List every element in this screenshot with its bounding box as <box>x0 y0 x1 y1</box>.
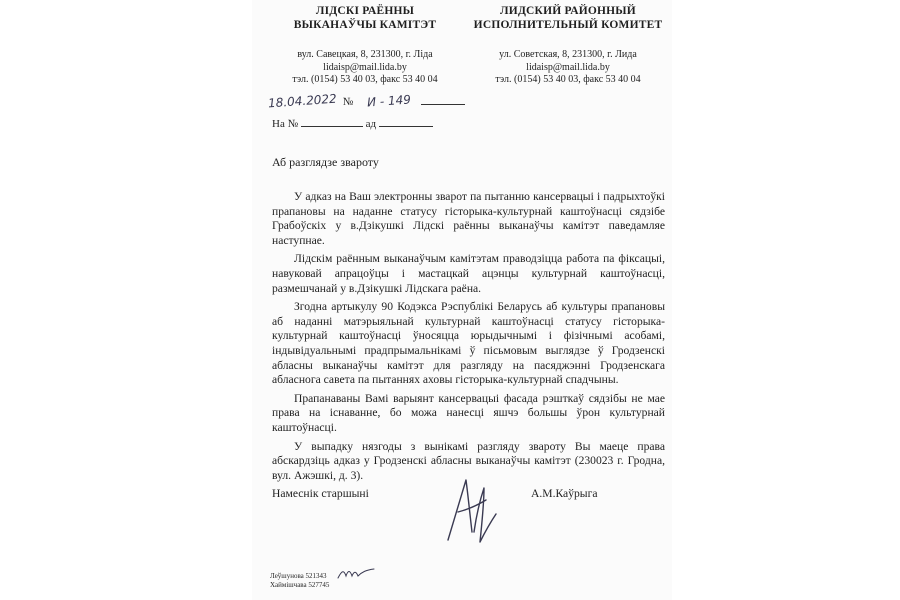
letter-body <box>272 190 665 487</box>
registration-date: 18.04.2022 <box>267 91 338 111</box>
registration-number-underline <box>421 94 465 105</box>
letter-subject: Аб разглядзе звароту <box>272 155 379 169</box>
header-right-phone: тэл. (0154) 53 40 03, факс 53 40 04 <box>495 74 641 85</box>
header-left-block <box>265 4 465 87</box>
header-right-title-line2: ИСПОЛНИТЕЛЬНЫЙ КОМИТЕТ <box>473 19 663 31</box>
signature-name: А.М.Каўрыга <box>531 487 598 500</box>
header-left-title-line1: ЛІДСКІ РАЁННЫ <box>315 5 415 17</box>
header-left-address: вул. Савецкая, 8, 231300, г. Ліда <box>297 49 433 60</box>
executor-line-1: Леўшунова 521343 <box>270 572 327 580</box>
header-left-email: lidaisp@mail.lida.by <box>323 61 407 73</box>
executor-info <box>270 572 329 590</box>
registration-number-label: № <box>342 96 354 108</box>
body-paragraph-2: Лідскім раённым выканаўчым камітэтам праводзіцца работа па фіксацыі, навуковай апрацоўцы і мастацкай ацэнцы культурнай каштоўнасці, размешчанай у в.Дзікушкі Лідскага раёна. <box>272 252 665 295</box>
header-right-block <box>468 4 668 87</box>
header-left-title-line2: ВЫКАНАЎЧЫ КАМІТЭТ <box>293 19 437 31</box>
body-paragraph-4: Прапанаваны Вамі варыянт кансервацыі фасада рэшткаў сядзібы не мае права на існаванне, бо можа нанесці яшчэ большы ўрон культурнай каштоўнасці. <box>272 391 665 434</box>
header-left-phone: тэл. (0154) 53 40 03, факс 53 40 04 <box>292 74 438 85</box>
registration-number: И - 149 <box>366 92 412 110</box>
executor-initials-scribble <box>336 566 378 582</box>
registration-line <box>268 92 465 110</box>
body-paragraph-1: У адказ на Ваш электронны зварот па пытанню кансервацыі і падрыхтоўкі прапановы на наданне статусу гісторыка-культурнай каштоўнасці сядзібе Грабоўскіх у в.Дзікушкі Лідскі раённы выканаўчы камітэт паведамляе наступнае. <box>272 190 665 247</box>
body-paragraph-5: У выпадку нязгоды з вынікамі разгляду звароту Вы маеце права абскардзіць адказ у Гродзенскі абласны выканаўчы камітэт (230023 г. Гродна, вул. Ажэшкі, д. 3). <box>272 439 665 482</box>
signature-position: Намеснік старшыні <box>272 487 369 500</box>
header-right-address: ул. Советская, 8, 231300, г. Лида <box>499 49 637 60</box>
header-right-title-line1: ЛИДСКИЙ РАЙОННЫЙ <box>500 5 636 17</box>
executor-line-2: Хаймішчава 527745 <box>270 581 330 589</box>
reference-from-label: ад <box>365 118 377 130</box>
body-paragraph-3: Згодна артыкулу 90 Кодэкса Рэспублікі Беларусь аб культуры прапановы аб наданні матэрыяльнай культурнай каштоўнасці статусу гісторыка-культурнай каштоўнасці ўносяцца юрыдычнымі і фізічнымі асобамі, індывідуальнымі прадпрымальнікамі ў пісьмовым выглядзе ў Гродзенскі абласны выканаўчы камітэт для разгляду на пасяджэнні Гродзенскага абласнога савета па пытаннях аховы гісторыка-культурнай спадчыны. <box>272 300 665 387</box>
reference-label: На № <box>272 118 299 130</box>
handwritten-signature <box>440 470 500 550</box>
header-right-email: lidaisp@mail.lida.by <box>526 61 610 73</box>
reference-line <box>272 116 433 130</box>
reference-date-underline <box>379 116 433 127</box>
reference-number-underline <box>301 116 363 127</box>
